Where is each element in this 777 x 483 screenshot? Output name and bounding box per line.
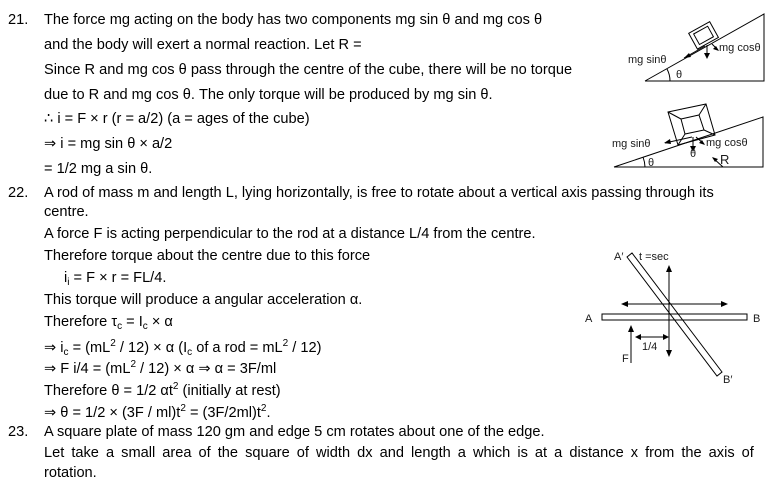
problem-21-line-5: ∴ i = F × r (r = a/2) (a = ages of the cube) xyxy=(44,111,310,127)
problem-number-23: 23. xyxy=(8,424,29,440)
problem-22-line-3: A force F is acting perpendicular to the rod at a distance L/4 from the centre. xyxy=(44,226,536,242)
label-quarter: 1/4 xyxy=(642,341,658,353)
problem-22-line-5: This torque will produce a angular acceleration α. xyxy=(44,292,363,308)
equation-tau: Therefore $\tau_c = I_c \times \alpha$ xyxy=(44,314,173,332)
problem-number-22: 22. xyxy=(8,185,29,201)
problem-23-line-1: A square plate of mass 120 gm and edge 5 cm rotates about one of the edge. xyxy=(44,424,545,440)
problem-21-line-3: Since R and mg cos θ pass through the centre of the cube, there will be no torque xyxy=(44,62,573,78)
label-theta-cube: θ xyxy=(690,148,697,160)
label-mg-sin-top: mg sinθ xyxy=(628,54,667,66)
problem-21-line-4: due to R and mg cos θ. The only torque will be produced by mg sin θ. xyxy=(44,87,493,103)
label-mg-sin-bottom: mg sinθ xyxy=(612,138,651,150)
equation-alpha: ⇒ F $i/4 = (mL^2 / 12) \times \alpha$ ⇒ α = 3F/ml xyxy=(44,359,277,377)
label-b: B xyxy=(753,313,761,325)
equation-torque: $i_i = F \times r = FL/4$. xyxy=(64,270,167,288)
problem-22-line-2: centre. xyxy=(44,204,89,220)
equation-theta-2: ⇒ $\theta = 1/2 \times (3F / ml)t^2 = (3F/2ml)t^2$. xyxy=(44,403,271,421)
problem-22-line-4: Therefore torque about the centre due to this force xyxy=(44,248,371,264)
label-a-prime: A′ xyxy=(614,251,624,263)
problem-22-line-1: A rod of mass m and length L, lying horizontally, is free to rotate about a vertical axis passing through its xyxy=(44,185,714,201)
problem-21-line-2: and the body will exert a normal reaction. Let R = xyxy=(44,37,362,53)
problem-23-line-2: Let take a small area of the square of width dx and length a which is at a distance x from the axis of xyxy=(44,445,754,461)
label-force-f: F xyxy=(622,353,629,365)
rod-rotation-diagram xyxy=(580,240,777,390)
label-b-prime: B′ xyxy=(723,374,733,386)
label-a: A xyxy=(585,313,593,325)
problem-21-line-1: The force mg acting on the body has two components mg sin θ and mg cos θ xyxy=(44,12,543,28)
equation-theta-1: Therefore θ = 1/2 $\alpha t^2$ (initially at rest) xyxy=(44,381,281,399)
incline-diagram-bottom xyxy=(600,90,777,180)
label-t-sec: t =sec xyxy=(639,251,669,263)
problem-21-line-7: = 1/2 mg a sin θ. xyxy=(44,161,153,177)
label-mg-cos-bottom: mg cosθ xyxy=(706,137,748,149)
label-theta-top: θ xyxy=(676,69,683,81)
incline-diagram-top xyxy=(600,0,777,90)
problem-21-line-6: ⇒ i = mg sin θ × a/2 xyxy=(44,136,173,152)
problem-number-21: 21. xyxy=(8,12,29,28)
label-mg-cos-top: mg cosθ xyxy=(719,42,761,54)
equation-ic: ⇒ $i_c = (mL^2 / 12) \times \alpha$ ($I_c$ of a rod = $mL^2 / 12$) xyxy=(44,338,322,358)
label-reaction-r: R xyxy=(720,152,730,167)
problem-23-line-3: rotation. xyxy=(44,465,97,481)
label-theta-bottom: θ xyxy=(648,157,655,169)
